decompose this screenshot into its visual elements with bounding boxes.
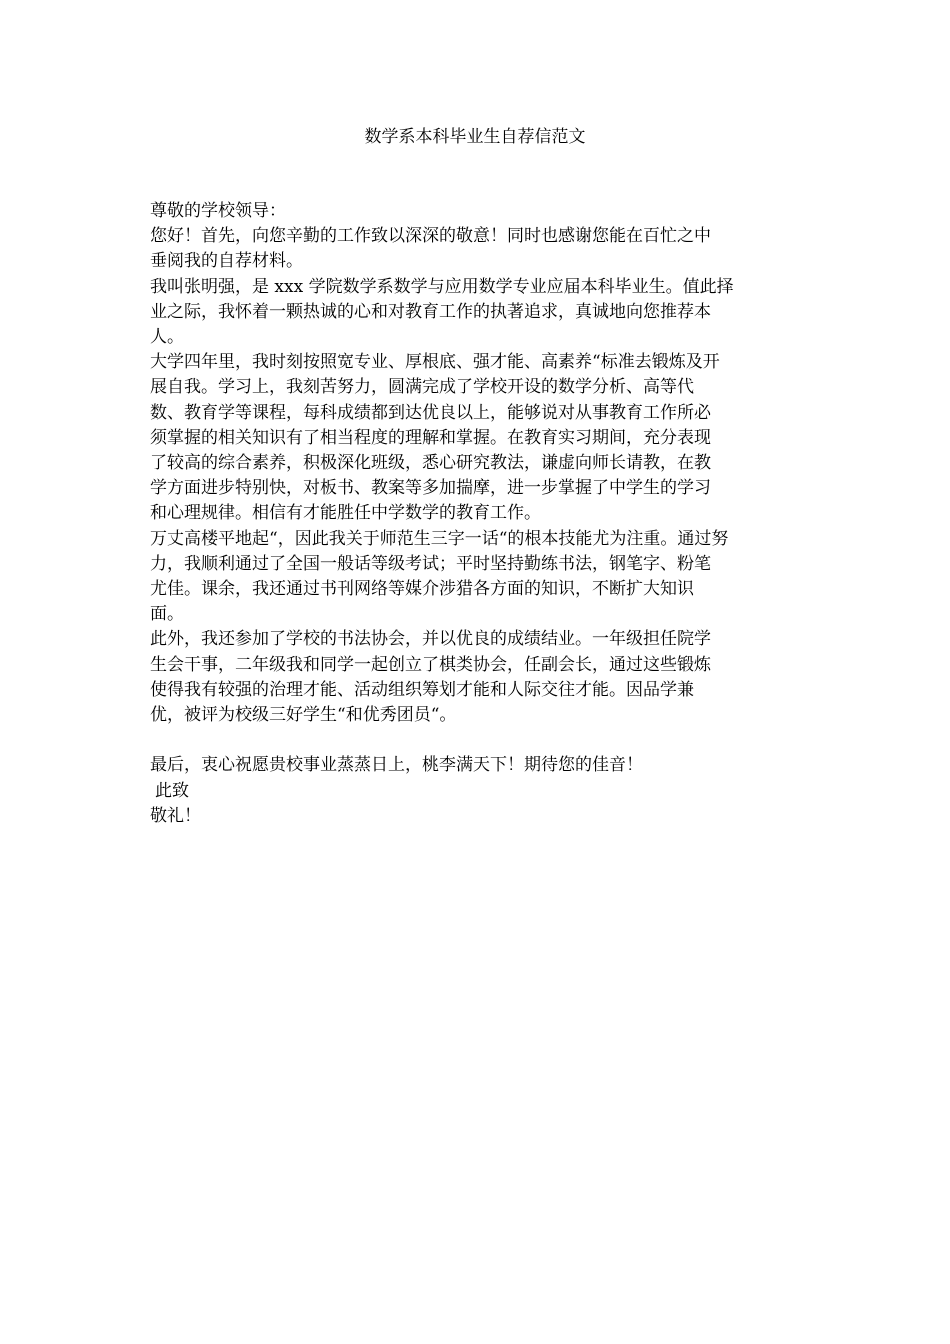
paragraph-line: 人。 xyxy=(150,327,184,348)
paragraph-line: 业之际，我怀着一颗热诚的心和对教育工作的执著追求，真诚地向您推荐本 xyxy=(150,301,711,322)
paragraph-line: 展自我。学习上，我刻苦努力，圆满完成了学校开设的数学分析、高等代 xyxy=(150,377,694,398)
paragraph-opening xyxy=(150,224,805,274)
paragraph-line: 力，我顺利通过了全国一般话等级考试；平时坚持勤练书法，钢笔字、粉笔 xyxy=(150,553,711,574)
letter-body xyxy=(150,199,805,829)
paragraph-line: 尤佳。课余，我还通过书刊网络等媒介涉猎各方面的知识，不断扩大知识 xyxy=(150,579,694,600)
paragraph-line: 垂阅我的自荐材料。 xyxy=(150,251,303,272)
salutation-jing-li: 敬礼！ xyxy=(150,805,201,826)
blank-line xyxy=(150,728,805,753)
paragraph-skills xyxy=(150,527,805,628)
paragraph-line: 生会干事，二年级我和同学一起创立了棋类协会，任副会长，通过这些锻炼 xyxy=(150,654,711,675)
paragraph-line: 您好！首先，向您辛勤的工作致以深深的敬意！同时也感谢您能在百忙之中 xyxy=(150,226,711,247)
paragraph-line: 了较高的综合素养，积极深化班级，悉心研究教法，谦虚向师长请教，在教 xyxy=(150,453,711,474)
document-title: 数学系本科毕业生自荐信范文 xyxy=(364,127,586,147)
closing-line: 最后，衷心祝愿贵校事业蒸蒸日上，桃李满天下！期待您的佳音！ xyxy=(150,755,643,776)
paragraph-line: 此外，我还参加了学校的书法协会，并以优良的成绩结业。一年级担任院学 xyxy=(150,629,711,650)
paragraph-line: 万丈高楼平地起“，因此我关于师范生三字一话“的根本技能尤为注重。通过努 xyxy=(150,528,729,549)
paragraph-line: 数、教育学等课程，每科成绩都到达优良以上，能够说对从事教育工作所必 xyxy=(150,402,711,423)
paragraph-line: 我叫张明强，是 xxx 学院数学系数学与应用数学专业应届本科毕业生。值此择 xyxy=(150,276,734,297)
paragraph-university xyxy=(150,350,805,526)
paragraph-line: 面。 xyxy=(150,604,184,625)
paragraph-line: 优，被评为校级三好学生“和优秀团员“。 xyxy=(150,705,457,726)
paragraph-line: 大学四年里，我时刻按照宽专业、厚根底、强才能、高素养“标准去锻炼及开 xyxy=(150,352,720,373)
paragraph-line: 学方面进步特别快，对板书、教案等多加揣摩，进一步掌握了中学生的学习 xyxy=(150,478,711,499)
paragraph-activities xyxy=(150,627,805,728)
paragraph-line: 使得我有较强的治理才能、活动组织筹划才能和人际交往才能。因品学兼 xyxy=(150,679,694,700)
paragraph-introduction xyxy=(150,275,805,351)
paragraph-line: 和心理规律。相信有才能胜任中学数学的教育工作。 xyxy=(150,503,541,524)
greeting: 尊敬的学校领导： xyxy=(150,201,286,221)
paragraph-line: 须掌握的相关知识有了相当程度的理解和掌握。在教育实习期间，充分表现 xyxy=(150,427,711,448)
salutation-ci-zhi: 此致 xyxy=(155,780,189,801)
